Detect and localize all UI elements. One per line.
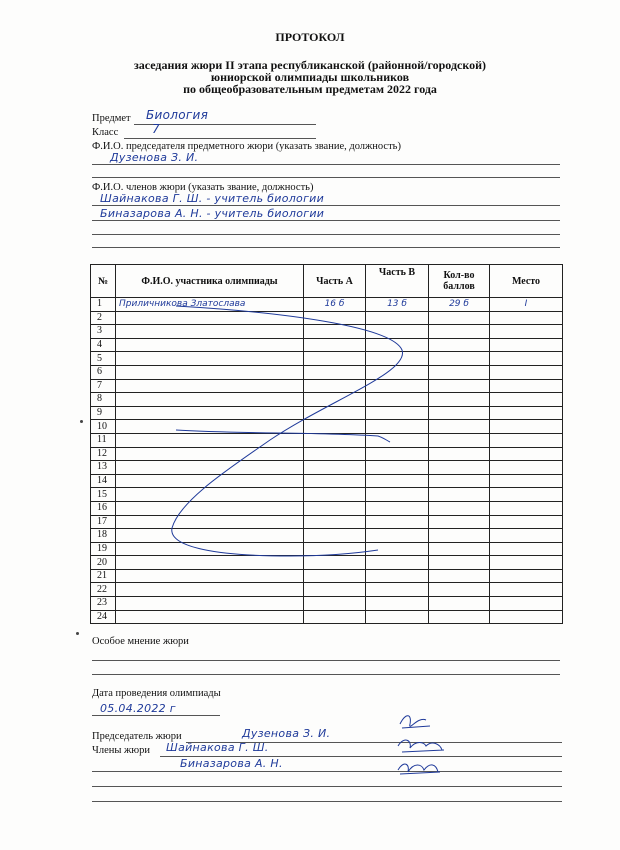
members-label: Ф.И.О. членов жюри (указать звание, должность) [92,182,314,193]
place [490,433,563,447]
row-number: 3 [91,325,116,339]
part-a-score [304,393,366,407]
part-a-score [304,311,366,325]
row-number: 2 [91,311,116,325]
part-b-score [366,461,429,475]
part-b-score [366,365,429,379]
member2-sign-value: Биназарова А. Н. [180,757,283,770]
place: I [490,298,563,312]
participant-name [116,583,304,597]
part-b-score [366,474,429,488]
part-a-score [304,501,366,515]
part-a-score [304,379,366,393]
part-b-score [366,597,429,611]
handwritten-signatures [396,706,466,782]
part-a-score [304,610,366,624]
part-b-score [366,569,429,583]
part-b-score [366,325,429,339]
table-row [91,529,563,543]
row-number: 20 [91,556,116,570]
members-sign-line-3 [92,786,562,787]
table-row [91,338,563,352]
chair-line-2 [92,177,560,178]
part-a-score [304,488,366,502]
total-score: 29 б [429,298,490,312]
total-score [429,420,490,434]
part-b-score [366,393,429,407]
row-number: 4 [91,338,116,352]
col-header-place: Место [490,265,563,298]
place [490,515,563,529]
members-sign-line-4 [92,801,562,802]
total-score [429,501,490,515]
participant-name [116,365,304,379]
total-score [429,447,490,461]
row-number: 17 [91,515,116,529]
table-row [91,488,563,502]
place [490,610,563,624]
place [490,529,563,543]
total-score [429,488,490,502]
place [490,393,563,407]
members-value-1: Шайнакова Г. Ш. - учитель биологии [100,192,325,205]
part-b-score [366,529,429,543]
row-number: 22 [91,583,116,597]
place [490,447,563,461]
participant-name [116,556,304,570]
row-number: 9 [91,406,116,420]
place [490,488,563,502]
part-a-score [304,325,366,339]
row-number: 6 [91,365,116,379]
total-score [429,529,490,543]
total-score [429,325,490,339]
part-b-score [366,352,429,366]
table-row [91,569,563,583]
table-row [91,311,563,325]
participant-name [116,420,304,434]
document-subtitle-1: заседания жюри II этапа республиканской (районной/городской) [133,58,487,72]
col-header-name: Ф.И.О. участника олимпиады [116,265,304,298]
part-a-score [304,556,366,570]
col-header-part-a: Часть А [304,265,366,298]
row-number: 14 [91,474,116,488]
participant-name [116,338,304,352]
part-b-score [366,447,429,461]
date-label: Дата проведения олимпиады [92,688,221,699]
part-b-score [366,338,429,352]
table-row [91,447,563,461]
place [490,379,563,393]
class-line [124,138,316,139]
col-header-number: № [91,265,116,298]
table-row [91,583,563,597]
table-row [91,542,563,556]
participant-name: Приличникова Златослава [116,298,304,312]
total-score [429,542,490,556]
part-a-score [304,569,366,583]
place [490,420,563,434]
total-score [429,583,490,597]
class-label: Класс [92,127,119,138]
total-score [429,311,490,325]
part-b-score [366,583,429,597]
place [490,542,563,556]
total-score [429,515,490,529]
results-table-body [91,298,563,624]
part-a-score [304,474,366,488]
part-b-score [366,515,429,529]
document-subtitle-3: по общеобразовательным предметам 2022 года [183,82,437,96]
row-number: 15 [91,488,116,502]
part-b-score [366,488,429,502]
table-row [91,298,563,312]
total-score [429,433,490,447]
table-row [91,610,563,624]
table-row [91,393,563,407]
participant-name [116,325,304,339]
participant-name [116,406,304,420]
participant-name [116,597,304,611]
chair-sign-label: Председатель жюри [92,731,182,742]
part-a-score [304,597,366,611]
part-a-score [304,461,366,475]
subject-value: Биология [146,108,209,122]
part-a-score [304,542,366,556]
place [490,474,563,488]
members-line-1 [92,205,560,206]
place [490,365,563,379]
place [490,501,563,515]
table-row [91,474,563,488]
row-number: 21 [91,569,116,583]
part-b-score: 13 б [366,298,429,312]
total-score [429,597,490,611]
members-line-2 [92,220,560,221]
table-row [91,433,563,447]
total-score [429,474,490,488]
table-row [91,352,563,366]
table-row [91,597,563,611]
chair-label: Ф.И.О. председателя предметного жюри (указать звание, должность) [92,141,401,152]
row-number: 19 [91,542,116,556]
table-row [91,365,563,379]
part-a-score [304,406,366,420]
part-a-score [304,338,366,352]
part-a-score [304,433,366,447]
participant-name [116,501,304,515]
part-b-score [366,406,429,420]
total-score [429,406,490,420]
chair-line-1 [92,164,560,165]
part-a-score: 16 б [304,298,366,312]
participant-name [116,569,304,583]
place [490,556,563,570]
date-value: 05.04.2022 г [100,702,176,715]
members-value-2: Биназарова А. Н. - учитель биологии [100,207,325,220]
place [490,338,563,352]
total-score [429,338,490,352]
part-a-score [304,529,366,543]
part-a-score [304,515,366,529]
row-number: 7 [91,379,116,393]
chair-sign-value: Дузенова З. И. [242,727,331,740]
total-score [429,569,490,583]
col-header-total: Кол-во баллов [429,265,490,298]
date-line [92,715,220,716]
participant-name [116,311,304,325]
part-a-score [304,420,366,434]
total-score [429,461,490,475]
row-number: 24 [91,610,116,624]
table-row [91,515,563,529]
table-row [91,501,563,515]
member1-sign-value: Шайнакова Г. Ш. [166,741,269,754]
document-subtitle-2: юниорской олимпиады школьников [210,70,410,84]
total-score [429,379,490,393]
members-line-4 [92,247,560,248]
opinion-label: Особое мнение жюри [92,636,189,647]
table-row [91,461,563,475]
part-b-score [366,379,429,393]
chair-value: Дузенова З. И. [110,151,199,164]
part-b-score [366,420,429,434]
opinion-line-2 [92,674,560,675]
part-b-score [366,610,429,624]
total-score [429,393,490,407]
participant-name [116,433,304,447]
row-number: 18 [91,529,116,543]
results-table [90,264,563,624]
row-number: 13 [91,461,116,475]
place [490,325,563,339]
place [490,461,563,475]
part-b-score [366,433,429,447]
part-b-score [366,542,429,556]
opinion-line-1 [92,660,560,661]
place [490,311,563,325]
part-b-score [366,501,429,515]
participant-name [116,379,304,393]
row-number: 10 [91,420,116,434]
part-a-score [304,352,366,366]
place [490,597,563,611]
total-score [429,610,490,624]
place [490,583,563,597]
row-number: 16 [91,501,116,515]
participant-name [116,393,304,407]
subject-line [134,124,316,125]
col-header-part-b: Часть В [366,265,429,298]
total-score [429,556,490,570]
table-row [91,556,563,570]
participant-name [116,447,304,461]
members-sign-line-2 [92,771,562,772]
class-value: 7 [152,122,160,136]
part-b-score [366,311,429,325]
participant-name [116,461,304,475]
margin-dot [80,420,83,423]
document-title: ПРОТОКОЛ [275,30,345,44]
subject-label: Предмет [92,113,131,124]
table-row [91,420,563,434]
place [490,352,563,366]
participant-name [116,488,304,502]
total-score [429,352,490,366]
row-number: 1 [91,298,116,312]
participant-name [116,610,304,624]
row-number: 11 [91,433,116,447]
table-row [91,379,563,393]
table-row [91,325,563,339]
place [490,406,563,420]
place [490,569,563,583]
part-a-score [304,447,366,461]
participant-name [116,515,304,529]
margin-dot [76,632,79,635]
total-score [429,365,490,379]
participant-name [116,352,304,366]
members-sign-label: Члены жюри [92,745,150,756]
participant-name [116,542,304,556]
row-number: 23 [91,597,116,611]
row-number: 5 [91,352,116,366]
part-a-score [304,583,366,597]
part-b-score [366,556,429,570]
table-header-row [91,265,563,298]
members-line-3 [92,234,560,235]
row-number: 8 [91,393,116,407]
row-number: 12 [91,447,116,461]
table-row [91,406,563,420]
participant-name [116,474,304,488]
participant-name [116,529,304,543]
part-a-score [304,365,366,379]
